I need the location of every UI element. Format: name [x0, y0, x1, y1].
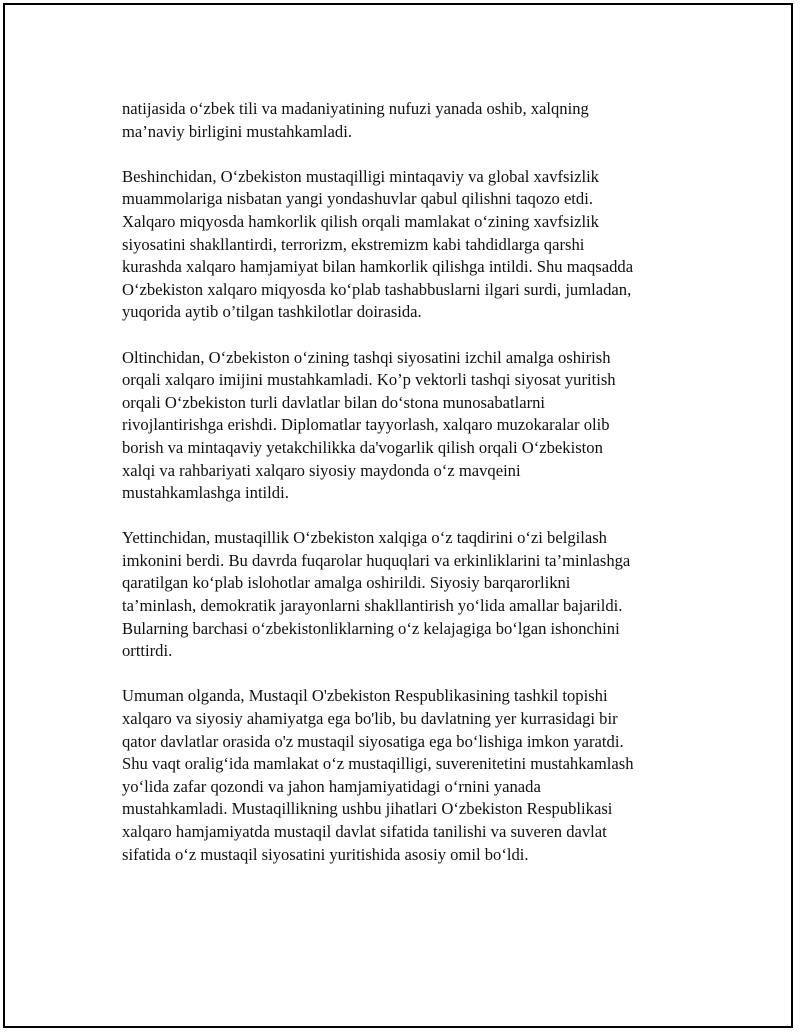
paragraph-5	[122, 685, 712, 866]
text-line: xalqaro va siyosiy ahamiyatga ega bo'lib, bu davlatning yer kurrasidagi bir	[122, 709, 618, 729]
page-frame	[3, 3, 793, 1028]
text-line: O‘zbekiston xalqaro miqyosda ko‘plab tashabbuslarni ilgari surdi, jumladan,	[122, 279, 632, 299]
paragraph-4	[122, 527, 712, 663]
text-line: qator davlatlar orasida o'z mustaqil siyosatiga ega bo‘lishiga imkon yaratdi.	[122, 731, 624, 751]
text-line: kurashda xalqaro hamjamiyat bilan hamkorlik qilishga intildi. Shu maqsadda	[122, 257, 634, 277]
text-line: ma’naviy birligini mustahkamladi.	[122, 121, 352, 141]
text-line: rivojlantirishga erishdi. Diplomatlar tayyorlash, xalqaro muzokaralar olib	[122, 415, 610, 435]
text-line: Beshinchidan, O‘zbekiston mustaqilligi mintaqaviy va global xavfsizlik	[122, 166, 599, 186]
text-line: Shu vaqt oralig‘ida mamlakat o‘z mustaqilligi, suverenitetini mustahkamlash	[122, 754, 634, 774]
text-line: yo‘lida zafar qozondi va jahon hamjamiyatidagi o‘rnini yanada	[122, 776, 541, 796]
text-line: mustahkamlashga intildi.	[122, 483, 289, 503]
text-line: ta’minlash, demokratik jarayonlarni shakllantirish yo‘lida amallar bajarildi.	[122, 596, 623, 616]
text-line: sifatida o‘z mustaqil siyosatini yuritishida asosiy omil bo‘ldi.	[122, 844, 529, 864]
text-line: siyosatini shakllantirdi, terrorizm, ekstremizm kabi tahdidlarga qarshi	[122, 234, 585, 254]
text-line: Umuman olganda, Mustaqil O'zbekiston Respublikasining tashkil topishi	[122, 686, 608, 706]
text-line: qaratilgan ko‘plab islohotlar amalga oshirildi. Siyosiy barqarorlikni	[122, 573, 571, 593]
text-line: Bularning barchasi o‘zbekistonliklarning o‘z kelajagiga bo‘lgan ishonchini	[122, 618, 620, 638]
text-line: muammolariga nisbatan yangi yondashuvlar qabul qilishni taqozo etdi.	[122, 189, 593, 209]
paragraph-1	[122, 98, 712, 143]
paragraph-2	[122, 166, 712, 324]
text-line: mustahkamladi. Mustaqillikning ushbu jihatlari O‘zbekiston Respublikasi	[122, 799, 613, 819]
text-line: Oltinchidan, O‘zbekiston o‘zining tashqi siyosatini izchil amalga oshirish	[122, 347, 611, 367]
text-line: natijasida o‘zbek tili va madaniyatining nufuzi yanada oshib, xalqning	[122, 99, 589, 118]
text-line: xalqaro hamjamiyatda mustaqil davlat sifatida tanilishi va suveren davlat	[122, 822, 607, 841]
text-line: orttirdi.	[122, 641, 173, 661]
text-line: yuqorida aytib o’tilgan tashkilotlar doirasida.	[122, 302, 422, 322]
text-line: xalqi va rahbariyati xalqaro siyosiy maydonda o‘z mavqeini	[122, 460, 521, 480]
text-line: imkonini berdi. Bu davrda fuqarolar huquqlari va erkinliklarini ta’minlashga	[122, 550, 631, 570]
text-line: Xalqaro miqyosda hamkorlik qilish orqali mamlakat o‘zining xavfsizlik	[122, 211, 599, 231]
text-line: orqali xalqaro imijini mustahkamladi. Ko’p vektorli tashqi siyosat yuritish	[122, 370, 616, 390]
text-line: orqali O‘zbekiston turli davlatlar bilan do‘stona munosabatlarni	[122, 392, 546, 412]
paragraph-3	[122, 347, 712, 505]
document-body	[122, 98, 712, 889]
text-line: borish va mintaqaviy yetakchilikka da'vogarlik qilish orqali O‘zbekiston	[122, 437, 603, 457]
text-line: Yettinchidan, mustaqillik O‘zbekiston xalqiga o‘z taqdirini o‘zi belgilash	[122, 528, 607, 548]
